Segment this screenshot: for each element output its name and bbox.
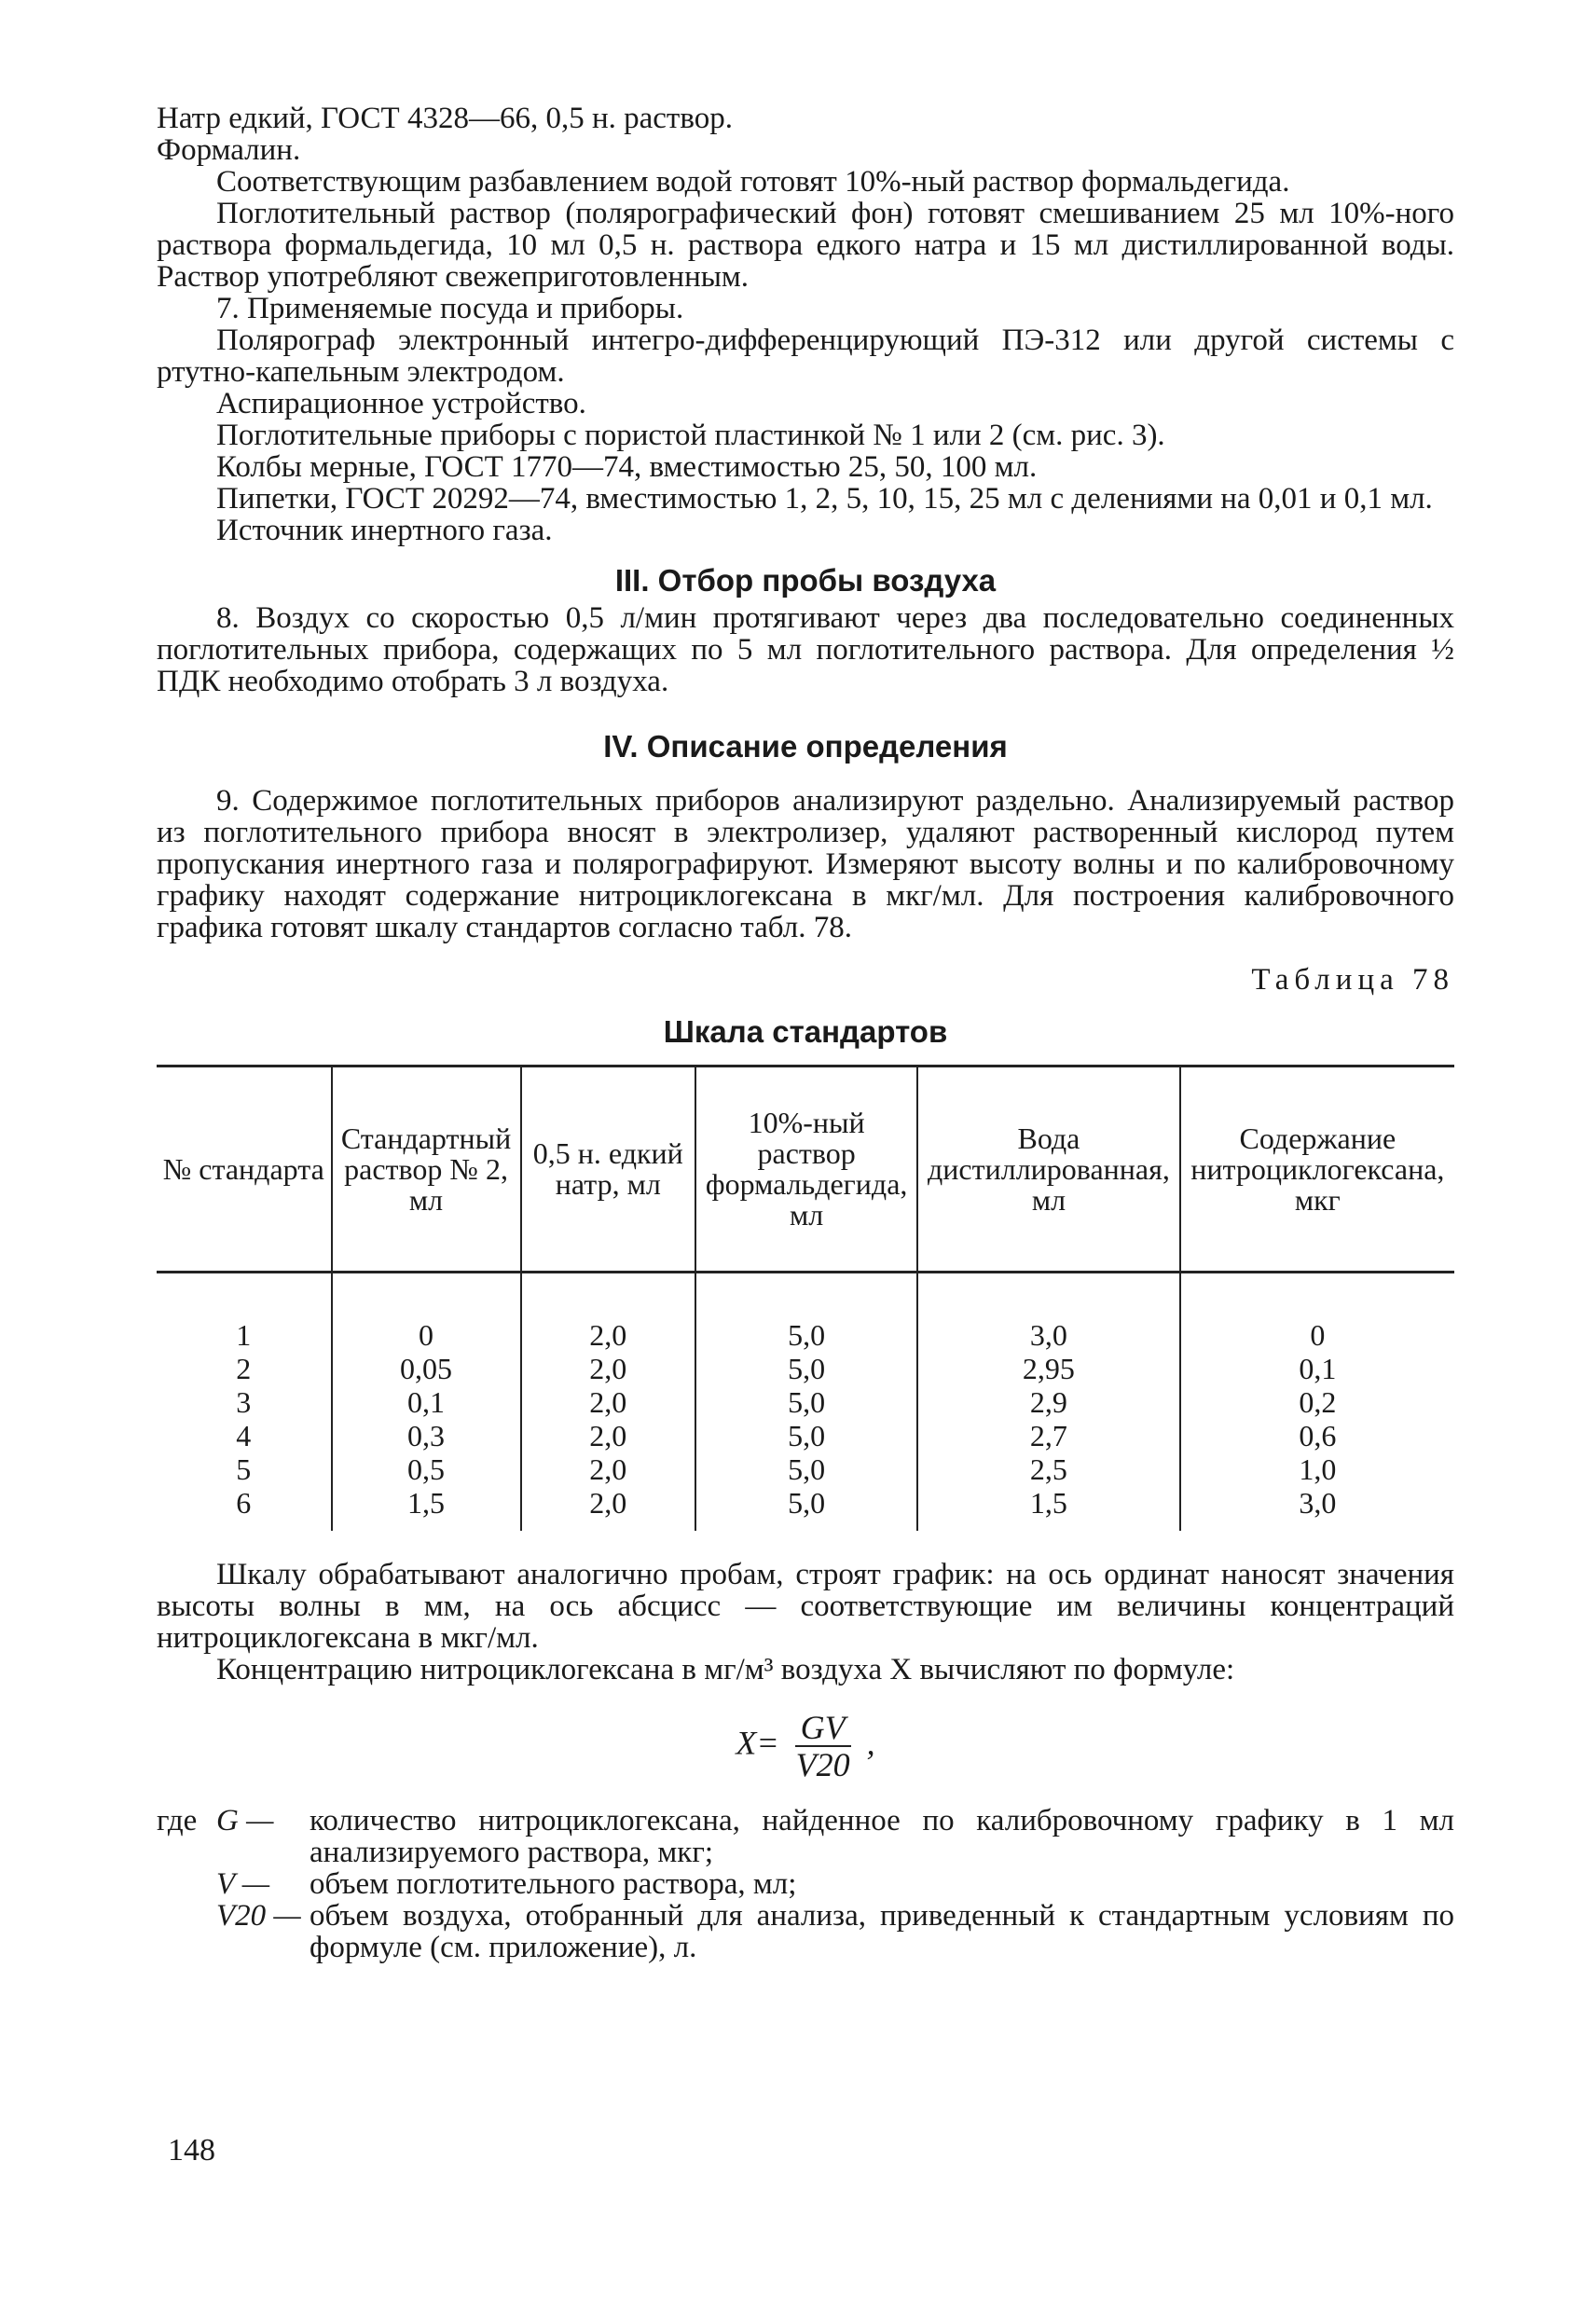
definition-symbol: V20 — [216,1899,301,1933]
paragraph: Источник инертного газа. [216,514,553,547]
table-cell: 5,0 [695,1452,917,1486]
table-cell: 1 [236,1318,252,1352]
table-cell: 0,2 [1180,1385,1454,1419]
table-caption: Таблица 78 [1251,963,1454,997]
definition-spacer [157,1868,216,1900]
paragraph: Аспирационное устройство. [216,387,586,420]
table-row [157,1452,1454,1486]
definition-text: объем поглотительного раствора, мл; [310,1867,797,1901]
table-cell: 2,0 [521,1318,696,1352]
table-header-row [157,1067,1454,1273]
table-cell: 2,0 [521,1352,696,1385]
table-cell: 2,0 [521,1419,696,1452]
table-cell: 0 [1180,1318,1454,1352]
column-header: Стандартный раствор № 2, мл [332,1067,521,1273]
paragraph: Поглотительный раствор (полярографический фон) готовят смешиванием 25 мл 10%-ного раствора формальдегида, 10 мл 0,5 н. раствора едкого натра и 15 мл дистиллированной воды. Раствор употребляют свежеприготовленным. [157,197,1454,294]
table-cell: 2,5 [917,1452,1179,1486]
definition-row [157,1805,1454,1868]
table-row [157,1385,1454,1419]
formula-lhs: X= [736,1724,779,1762]
table-cell: 2,0 [521,1452,696,1486]
table-row [157,1486,1454,1531]
definition-symbol: G — [216,1804,274,1837]
table-cell: 5,0 [695,1352,917,1385]
paragraph: Полярограф электронный интегро-дифференцирующий ПЭ-312 или другой системы с ртутно-капельным электродом. [157,323,1454,389]
paragraph: Колбы мерные, ГОСТ 1770—74, вместимостью 25, 50, 100 мл. [216,450,1038,484]
column-header: Содержание нитроциклогексана, мкг [1180,1067,1454,1273]
definition-text: количество нитроциклогексана, найденное по калибровочному графику в 1 мл анализируемого раствора, мкг; [310,1804,1454,1869]
formula-denominator: V20 [795,1746,850,1783]
column-header: Вода дистиллированная, мл [917,1067,1179,1273]
table-cell: 0,5 [332,1452,521,1486]
table-cell: 5,0 [695,1486,917,1531]
definition-spacer [157,1900,216,1963]
paragraph: Поглотительные приборы с пористой пластинкой № 1 или 2 (см. рис. 3). [216,419,1165,452]
column-header: № стандарта [157,1067,332,1273]
table-cell: 4 [236,1419,252,1452]
table-cell: 2,95 [917,1352,1179,1385]
table-cell: 0,1 [1180,1352,1454,1385]
table-cell: 1,5 [332,1486,521,1531]
table-cell: 2,7 [917,1419,1179,1452]
table-row [157,1419,1454,1452]
definition-row [157,1900,1454,1963]
document-page [157,103,1454,1963]
standards-table [157,1065,1454,1531]
table-cell: 0,6 [1180,1419,1454,1452]
formula [157,1709,1454,1783]
table-cell: 0,05 [332,1352,521,1385]
paragraph: 9. Содержимое поглотительных приборов анализируют раздельно. Анализируемый раствор из поглотительного прибора вносят в электролизер, удаляют растворенный кислород путем пропускания инертного газа и полярографируют. Измеряют высоту волны и по калибровочному графику находят содержание нитроциклогексана в мкг/мл. Для построения калибровочного графика готовят шкалу стандартов согласно табл. 78. [157,784,1454,944]
table-cell: 0,1 [332,1385,521,1419]
definition-symbol: V — [216,1867,270,1901]
definition-row [157,1868,1454,1900]
table-cell: 2,0 [521,1486,696,1531]
section-heading: IV. Описание определения [603,729,1008,764]
definition-lead: где [157,1804,198,1837]
paragraph: Концентрацию нитроциклогексана в мг/м³ воздуха X вычисляют по формуле: [216,1653,1235,1686]
paragraph: 7. Применяемые посуда и приборы. [216,292,684,325]
formula-numerator: GV [795,1712,851,1747]
paragraph: Шкалу обрабатывают аналогично пробам, строят график: на ось ординат наносят значения высоты волны в мм, на ось абсцисс — соответствующие им величины концентраций нитроциклогексана в мкг/мл. [157,1558,1454,1655]
table-cell: 3 [236,1385,252,1419]
table-cell: 5 [236,1452,252,1486]
section-heading: III. Отбор пробы воздуха [614,563,997,598]
table-cell: 2,9 [917,1385,1179,1419]
table-spacer [157,1273,1454,1319]
table-cell: 2,0 [521,1385,696,1419]
formula-fraction [795,1709,851,1783]
formula-tail: , [866,1724,875,1762]
table-cell: 1,5 [917,1486,1179,1531]
table-cell: 0,3 [332,1419,521,1452]
definitions [157,1805,1454,1963]
table-cell: 5,0 [695,1385,917,1419]
reagent-line: Натр едкий, ГОСТ 4328—66, 0,5 н. раствор. [157,102,733,135]
table-row [157,1352,1454,1385]
table-cell: 3,0 [1180,1486,1454,1531]
paragraph: Соответствующим разбавлением водой готовят 10%-ный раствор формальдегида. [216,165,1290,199]
table-cell: 2 [236,1352,252,1385]
column-header: 0,5 н. едкий натр, мл [521,1067,696,1273]
definition-text: объем воздуха, отобранный для анализа, приведенный к стандартным условиям по формуле (см. приложение), л. [310,1899,1454,1964]
paragraph: 8. Воздух со скоростью 0,5 л/мин протягивают через два последовательно соединенных поглотительных прибора, содержащих по 5 мл поглотительного раствора. Для определения ½ ПДК необходимо отобрать 3 л воздуха. [157,601,1454,698]
table-row [157,1318,1454,1352]
column-header: 10%-ный раствор формальдегида, мл [695,1067,917,1273]
paragraph: Пипетки, ГОСТ 20292—74, вместимостью 1, 2, 5, 10, 15, 25 мл с делениями на 0,01 и 0,1 мл. [216,482,1433,516]
table-cell: 3,0 [917,1318,1179,1352]
table-title: Шкала стандартов [663,1014,948,1049]
table-cell: 5,0 [695,1318,917,1352]
table-cell: 1,0 [1180,1452,1454,1486]
page-number: 148 [168,2133,215,2168]
table-cell: 5,0 [695,1419,917,1452]
table-cell: 6 [236,1486,252,1520]
reagent-line: Формалин. [157,133,301,167]
table-cell: 0 [332,1318,521,1352]
